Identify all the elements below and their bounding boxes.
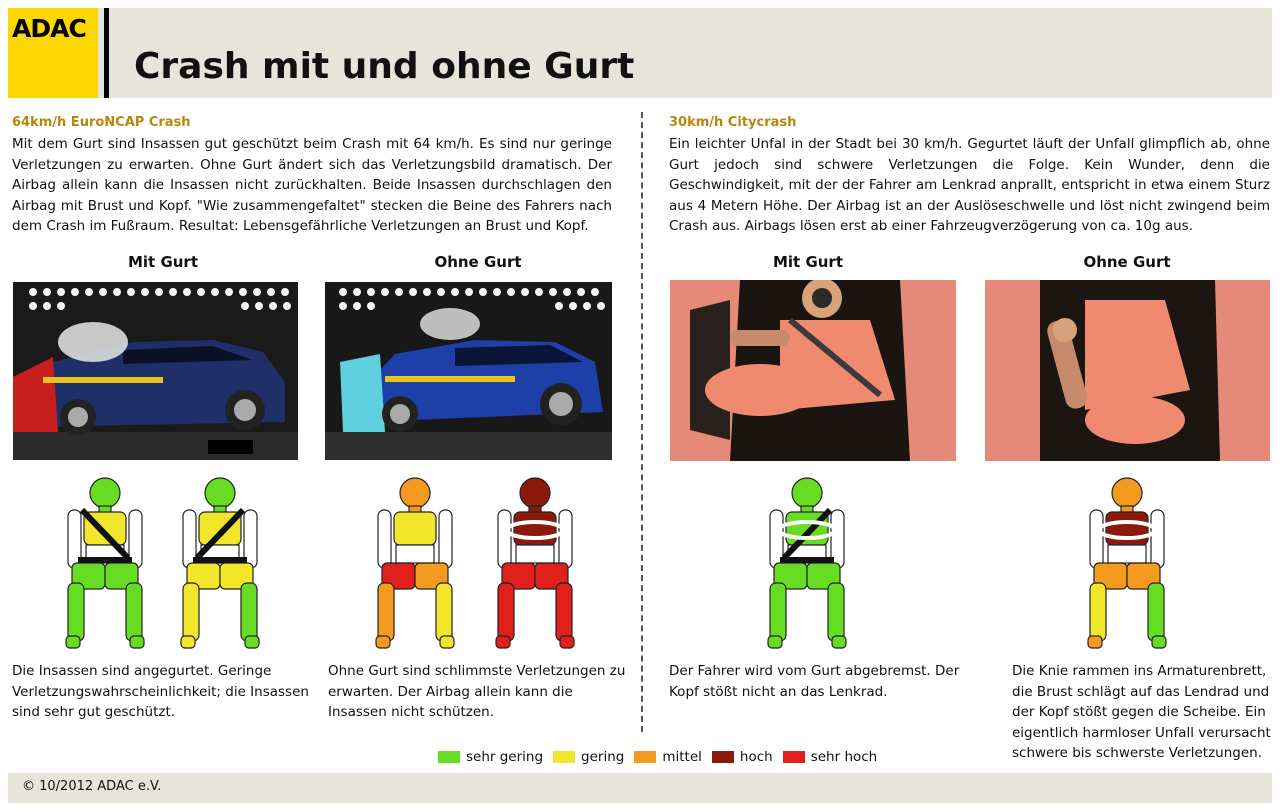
page-title: Crash mit und ohne Gurt — [134, 46, 635, 87]
legend-swatch-hoch — [712, 751, 734, 763]
legend-swatch-mittel — [634, 751, 656, 763]
injury-figure-left-unbelted-driver — [370, 476, 460, 654]
right-caption-2: Die Knie rammen ins Armaturenbrett, die Brust schlägt auf das Lendrad und der Kopf stößt gegen die Scheibe. Ein eigentlich harmloser Unfall verursacht schwere bis schwerste Verletzungen. — [1012, 663, 1271, 761]
left-col1-title: Mit Gurt — [127, 253, 199, 271]
copyright: © 10/2012 ADAC e.V. — [22, 779, 162, 794]
right-section-text: Ein leichter Unfal in der Stadt bei 30 km/h. Gegurtet läuft der Unfall glimpflich ab, ohne Gurt jedoch sind schwere Verletzungen die Folge. Kein Wunder, denn die Geschwindigkeit, mit der der Fahrer am Lenkrad anprallt, entspricht in etwa einem Sturz aus 4 Metern Höhe. Der Airbag ist an der Auslöseschwelle und löst nicht zwingend beim Crash aus. Airbags lösen erst ab einer Fahrzeugverzögerung von ca. 10g aus. — [669, 136, 1270, 234]
right-col1-title: Mit Gurt — [772, 253, 844, 271]
footer-band — [8, 773, 1272, 803]
legend-swatch-gering — [553, 751, 575, 763]
dummy-photo-without-belt — [985, 280, 1270, 461]
header-divider — [104, 8, 109, 98]
injury-figure-left-belted-driver — [60, 476, 150, 654]
right-section-heading: 30km/h Citycrash — [669, 115, 797, 130]
left-caption-1: Die Insassen sind angegurtet. Geringe Verletzungswahrscheinlichkeit; die Insassen sind sehr gut geschützt. — [12, 663, 309, 720]
logo-text: ADAC — [12, 14, 86, 43]
adac-logo — [8, 8, 98, 98]
legend-label: gering — [581, 749, 625, 765]
left-section-heading: 64km/h EuroNCAP Crash — [12, 115, 191, 130]
right-col2-title: Ohne Gurt — [1083, 253, 1171, 271]
left-section-text: Mit dem Gurt sind Insassen gut geschützt beim Crash mit 64 km/h. Es sind nur geringe Verletzungen zu erwarten. Ohne Gurt ändert sich das Verletzungsbild dramatisch. Der Airbag allein kann die Insassen nicht zurückhalten. Beide Insassen durchschlagen den Airbag mit Brust und Kopf. "Wie zusammengefaltet" stecken die Beine des Fahrers nach dem Crash im Fußraum. Resultat: Lebensgefährliche Verletzungen an Brust und Kopf. — [12, 136, 612, 234]
dummy-photo-with-belt — [670, 280, 956, 461]
injury-legend — [438, 748, 887, 766]
injury-figure-left-belted-passenger — [175, 476, 265, 654]
legend-label: hoch — [739, 749, 773, 765]
legend-label: sehr hoch — [810, 749, 878, 765]
right-caption-1: Der Fahrer wird vom Gurt abgebremst. Der Kopf stößt nicht an das Lenkrad. — [669, 663, 960, 700]
left-col2-title: Ohne Gurt — [434, 253, 522, 271]
injury-figure-left-unbelted-passenger — [490, 476, 580, 654]
legend-label: mittel — [662, 749, 702, 765]
left-caption-2: Ohne Gurt sind schlimmste Verletzungen zu erwarten. Der Airbag allein kann die Insassen nicht schützen. — [328, 663, 626, 720]
legend-label: sehr gering — [466, 749, 544, 765]
header-band — [8, 8, 1272, 98]
injury-figure-right-belted — [762, 476, 852, 654]
car-crash-photo-with-belt — [13, 282, 298, 460]
legend-swatch-sehr-gering — [438, 751, 460, 763]
car-crash-photo-without-belt — [325, 282, 612, 460]
injury-figure-right-unbelted — [1082, 476, 1172, 654]
legend-swatch-sehr-hoch — [783, 751, 805, 763]
section-divider — [641, 112, 643, 732]
